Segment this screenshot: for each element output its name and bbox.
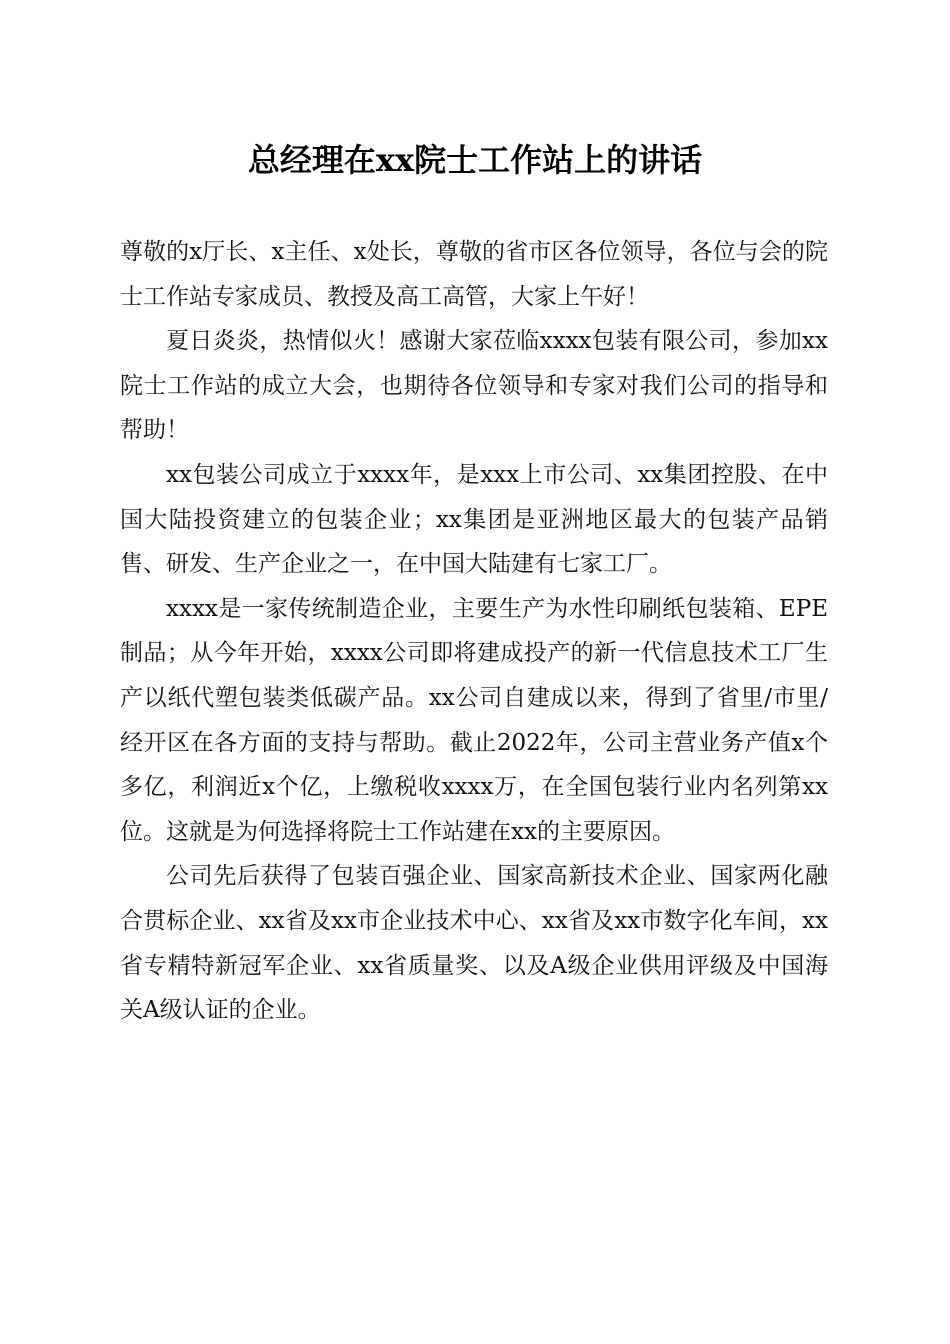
document-body	[120, 230, 828, 1033]
paragraph-greeting: 尊敬的x厅长、x主任、x处长，尊敬的省市区各位领导，各位与会的院士工作站专家成员、教授及高工高管，大家上午好！	[120, 239, 828, 310]
document-title: 总经理在xx院士工作站上的讲话	[247, 141, 703, 179]
paragraph-welcome: 夏日炎炎，热情似火！感谢大家莅临xxxx包装有限公司，参加xx院士工作站的成立大会，也期待各位领导和专家对我们公司的指导和帮助！	[120, 328, 828, 444]
paragraph-company-intro: xx包装公司成立于xxxx年，是xxx上市公司、xx集团控股、在中国大陆投资建立的包装企业；xx集团是亚洲地区最大的包装产品销售、研发、生产企业之一，在中国大陆建有七家工厂。	[120, 461, 828, 578]
paragraph-honors: 公司先后获得了包装百强企业、国家高新技术企业、国家两化融合贯标企业、xx省及xx市企业技术中心、xx省及xx市数字化车间，xx省专精特新冠军企业、xx省质量奖、以及A级企业供用评级及中国海关A级认证的企业。	[120, 863, 828, 1024]
paragraph-business: xxxx是一家传统制造企业，主要生产为水性印刷纸包装箱、EPE制品；从今年开始，xxxx公司即将建成投产的新一代信息技术工厂生产以纸代塑包装类低碳产品。xx公司自建成以来，得到了省里/市里/经开区在各方面的支持与帮助。截止2022年，公司主营业务产值x个多亿，利润近x个亿，上缴税收xxxx万，在全国包装行业内名列第xx位。这就是为何选择将院士工作站建在xx的主要原因。	[120, 595, 828, 845]
